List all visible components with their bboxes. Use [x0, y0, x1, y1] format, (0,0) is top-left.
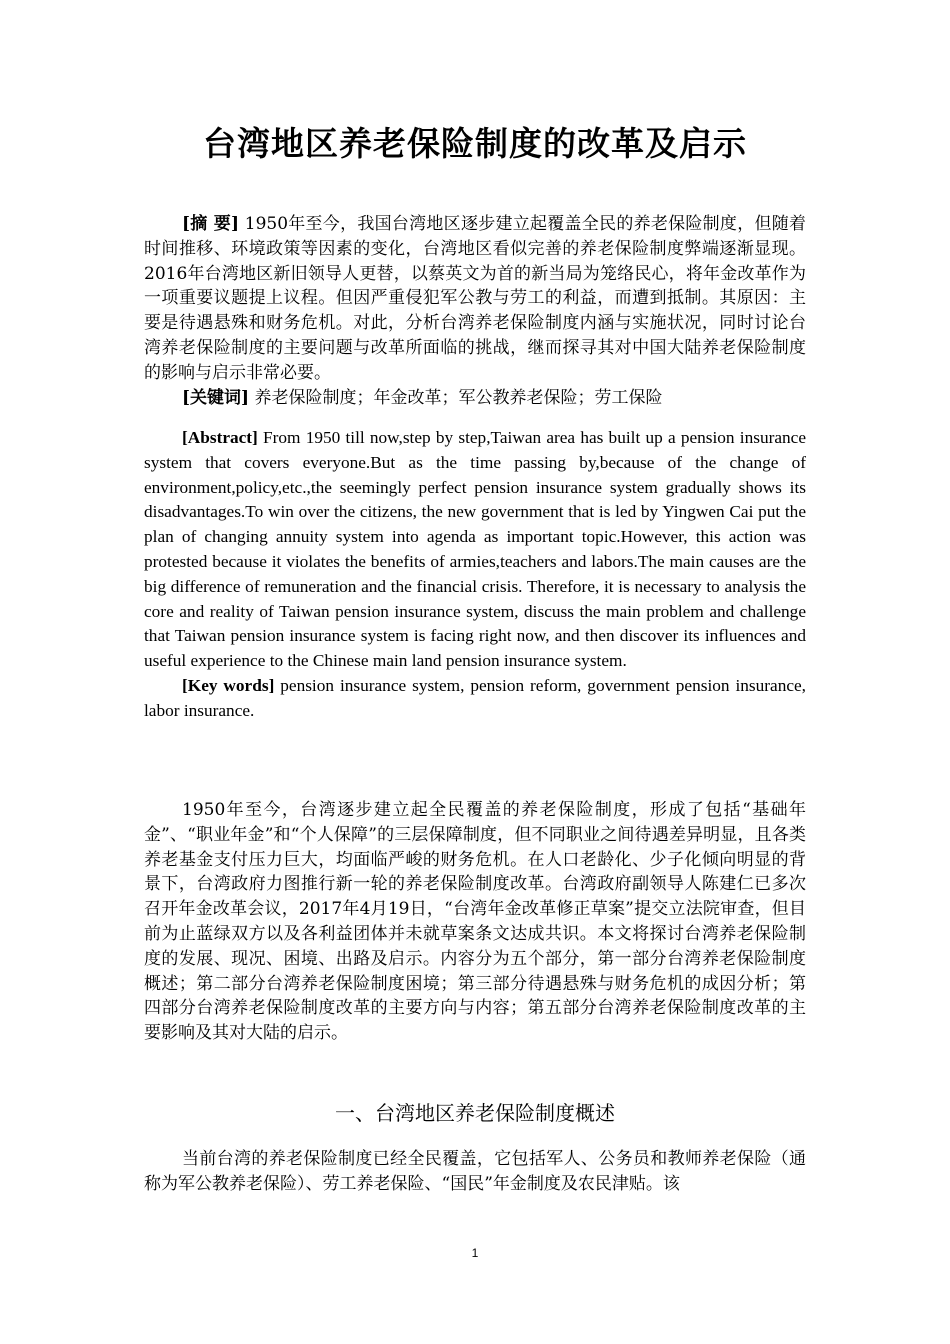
keywords-zh-text: 养老保险制度；年金改革；军公教养老保险；劳工保险 [249, 387, 663, 408]
abstract-en-label: [Abstract] [182, 428, 258, 447]
abstract-zh [144, 212, 806, 386]
abstract-en [144, 426, 806, 674]
abstract-en-text: From 1950 till now,step by step,Taiwan area has built up a pension insurance system that covers everyone.But as the time passing by,because of the change of environment,policy,etc.,the seemingly perfect pension insurance system gradually shows its disadvantages.To win over the citizens, the new government that is led by Yingwen Cai put the plan of changing annuity system into agenda as important topic.However, this action was protested because it violates the benefits of armies,teachers and labors.The main causes are the big difference of remuneration and the financial crisis. Therefore, it is necessary to analysis the core and reality of Taiwan pension insurance system, discuss the main problem and challenge that Taiwan pension insurance system is facing right now, and then discover its influences and useful experience to the Chinese main land pension insurance system. [144, 428, 806, 671]
keywords-en-text: pension insurance system, pension reform, government pension insurance, labor insurance. [144, 675, 806, 720]
intro-block [144, 798, 806, 1046]
abstract-zh-block [144, 212, 806, 410]
keywords-zh-label: [关键词] [182, 387, 250, 408]
section-1-heading: 一、台湾地区养老保险制度概述 [335, 1101, 615, 1125]
section-1-block [144, 1147, 806, 1197]
abstract-zh-text: 1950年至今，我国台湾地区逐步建立起覆盖全民的养老保险制度，但随着时间推移、环境政策等因素的变化，台湾地区看似完善的养老保险制度弊端逐渐显现。2016年台湾地区新旧领导人更替，以蔡英文为首的新当局为笼络民心，将年金改革作为一项重要议题提上议程。但因严重侵犯军公教与劳工的利益，而遭到抵制。其原因：主要是待遇悬殊和财务危机。对此，分析台湾养老保险制度内涵与实施状况，同时讨论台湾养老保险制度的主要问题与改革所面临的挑战，继而探寻其对中国大陆养老保险制度的影响与启示非常必要。 [144, 214, 806, 383]
document-title: 台湾地区养老保险制度的改革及启示 [203, 124, 747, 163]
section-1-paragraph: 当前台湾的养老保险制度已经全民覆盖，它包括军人、公务员和教师养老保险（通称为军公教养老保险）、劳工养老保险、“国民”年金制度及农民津贴。该 [144, 1149, 806, 1194]
page-number: 1 [471, 1246, 479, 1260]
abstract-zh-label: [摘 要] [182, 214, 240, 234]
keywords-en [144, 674, 806, 724]
keywords-en-label: [Key words] [182, 675, 275, 695]
keywords-zh [144, 386, 806, 411]
intro-paragraph: 1950年至今，台湾逐步建立起全民覆盖的养老保险制度，形成了包括“基础年金”、“职业年金”和“个人保障”的三层保障制度，但不同职业之间待遇差异明显，且各类养老基金支付压力巨大，均面临严峻的财务危机。在人口老龄化、少子化倾向明显的背景下，台湾政府力图推行新一轮的养老保险制度改革。台湾政府副领导人陈建仁已多次召开年金改革会议，2017年4月19日，“台湾年金改革修正草案”提交立法院审查，但目前为止蓝绿双方以及各利益团体并未就草案条文达成共识。本文将探讨台湾养老保险制度的发展、现况、困境、出路及启示。内容分为五个部分，第一部分台湾养老保险制度概述；第二部分台湾养老保险制度困境；第三部分待遇悬殊与财务危机的成因分析；第四部分台湾养老保险制度改革的主要方向与内容；第五部分台湾养老保险制度改革的主要影响及其对大陆的启示。 [144, 800, 806, 1044]
abstract-en-block [144, 426, 806, 724]
